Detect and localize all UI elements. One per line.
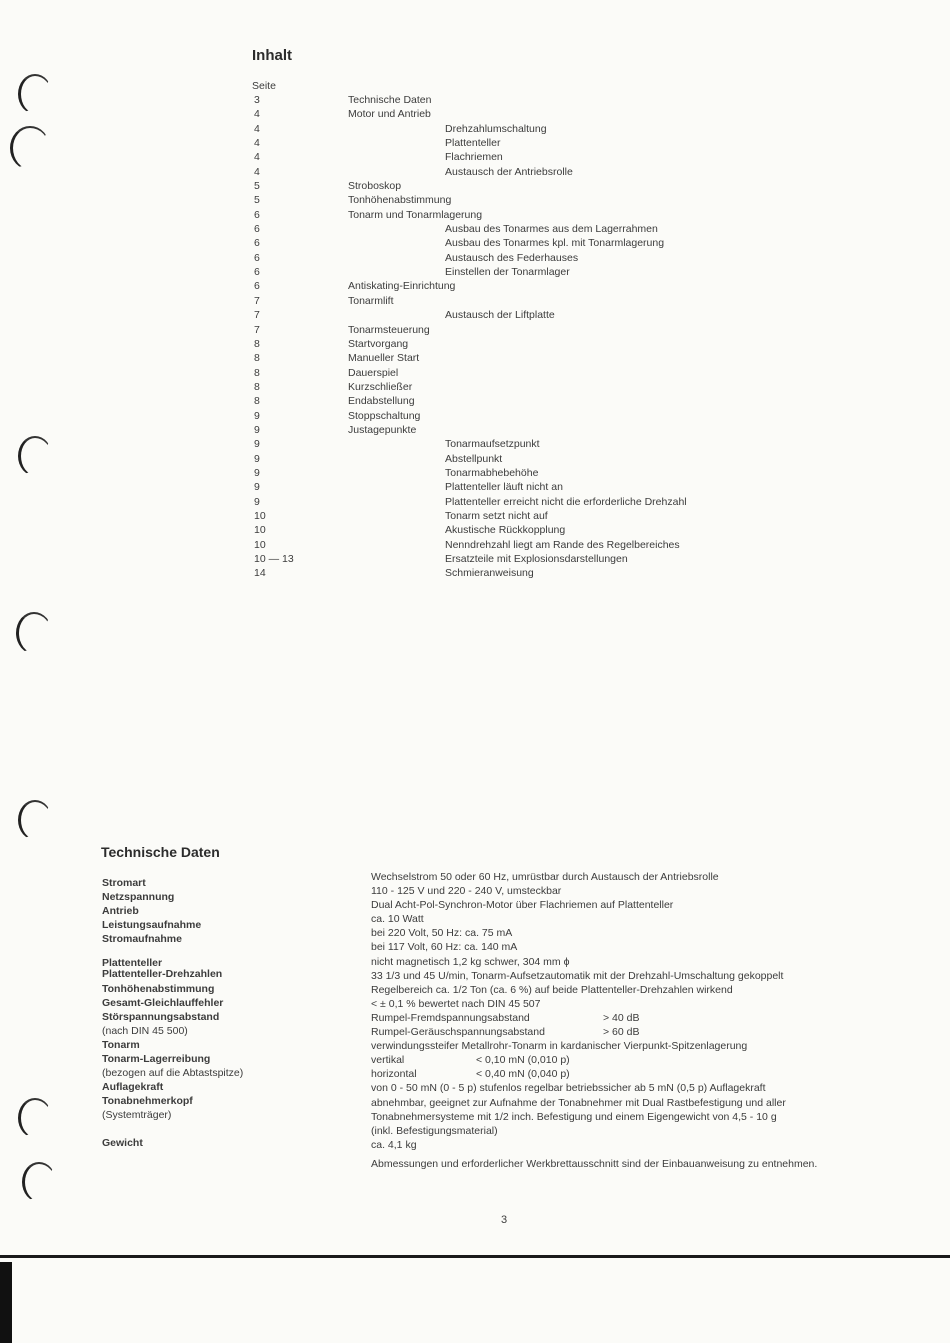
toc-page-number: 5 (254, 180, 260, 193)
toc-page-number: 10 (254, 524, 266, 537)
spec-note: Abmessungen und erforderlicher Werkbrettausschnitt sind der Einbauanweisung zu entnehmen. (371, 1157, 818, 1170)
toc-page-number: 9 (254, 423, 260, 436)
toc-row (0, 437, 950, 451)
toc-page-number: 6 (254, 266, 260, 279)
toc-page-number: 8 (254, 352, 260, 365)
bottom-rule (0, 1255, 950, 1258)
toc-page-number: 9 (254, 452, 260, 465)
spec-values (371, 870, 931, 1171)
toc-entry-text: Drehzahlumschaltung (445, 122, 547, 135)
toc-row (0, 495, 950, 509)
spec-value-row (371, 926, 931, 940)
page-number: 3 (501, 1214, 508, 1226)
toc-entry-text: Justagepunkte (348, 423, 417, 436)
toc-row (0, 423, 950, 437)
spec-label: Auflagekraft (102, 1081, 164, 1094)
toc-row (0, 466, 950, 480)
spec-label: (nach DIN 45 500) (102, 1024, 188, 1037)
toc-row (0, 179, 950, 193)
toc-entry-text: Tonarmsteuerung (348, 323, 430, 336)
toc-entry-text: Stroboskop (348, 180, 402, 193)
toc-entry-text: Dauerspiel (348, 366, 399, 379)
spec-value-row (371, 870, 931, 884)
toc-entry-text: Einstellen der Tonarmlager (445, 266, 570, 279)
toc-page-number: 4 (254, 165, 260, 178)
spec-label: Gesamt-Gleichlauffehler (102, 996, 224, 1009)
spec-value-row (371, 1067, 931, 1081)
toc-entry-text: Abstellpunkt (445, 452, 503, 465)
punch-hole-mark (22, 1162, 56, 1202)
toc-entry-text: Ersatzteile mit Explosionsdarstellungen (445, 553, 628, 565)
toc-entry-text: Technische Daten (348, 94, 432, 106)
toc-page-column-label: Seite (252, 80, 276, 92)
toc-row (0, 251, 950, 265)
toc-page-number: 9 (254, 438, 260, 451)
toc-entry-text: Austausch des Federhauses (445, 251, 579, 264)
toc-page-number: 14 (254, 567, 266, 580)
toc-row (0, 509, 950, 523)
toc-row (0, 380, 950, 394)
spec-value: von 0 - 50 mN (0 - 5 p) stufenlos regelbar betriebssicher ab 5 mN (0,5 p) Auflagekraft (371, 1082, 766, 1095)
spec-value-row (371, 940, 931, 954)
spec-value-row (371, 969, 931, 983)
toc-row (0, 409, 950, 423)
toc-entry-text: Tonarmlift (348, 294, 394, 307)
spec-value: 110 - 125 V und 220 - 240 V, umsteckbar (371, 885, 562, 898)
toc-entry-text: Plattenteller erreicht nicht die erforderliche Drehzahl (445, 495, 687, 508)
toc-row (0, 265, 950, 279)
toc-page-number: 8 (254, 337, 260, 350)
toc-row (0, 208, 950, 222)
spec-value: bei 117 Volt, 60 Hz: ca. 140 mA (371, 941, 518, 954)
toc-page-number: 6 (254, 223, 260, 236)
spec-value: vertikal (371, 1054, 405, 1067)
toc-entry-text: Startvorgang (348, 337, 409, 350)
spec-value-row (371, 1025, 931, 1039)
toc-row (0, 279, 950, 293)
toc-page-number: 9 (254, 466, 260, 479)
spec-labels (102, 876, 362, 1148)
spec-label: Plattenteller (102, 957, 163, 970)
spec-label: Gewicht (102, 1136, 143, 1149)
toc-row (0, 323, 950, 337)
punch-hole-mark (18, 800, 52, 840)
spec-value: horizontal (371, 1068, 417, 1081)
spec-label: Antrieb (102, 905, 139, 918)
spec-value-row (371, 1081, 931, 1095)
toc-entry-text: Flachriemen (445, 151, 503, 164)
spec-title: Technische Daten (101, 844, 220, 860)
spec-value-row (371, 1124, 931, 1138)
toc-page-number: 6 (254, 237, 260, 250)
spec-value: nicht magnetisch 1,2 kg schwer, 304 mm ϕ (371, 955, 570, 968)
toc-page-number: 4 (254, 151, 260, 164)
spec-label: Störspannungsabstand (102, 1010, 220, 1023)
spec-value: < 0,40 mN (0,040 p) (476, 1068, 570, 1081)
toc-page-number: 4 (254, 122, 260, 135)
toc-row (0, 165, 950, 179)
toc-entry-text: Antiskating-Einrichtung (348, 280, 456, 293)
spec-value: Rumpel-Fremdspannungsabstand (371, 1011, 530, 1024)
toc-row (0, 308, 950, 322)
toc-page-number: 9 (254, 495, 260, 508)
spec-value: > 60 dB (603, 1026, 640, 1039)
toc-entry-text: Akustische Rückkopplung (445, 524, 566, 537)
toc-page-number: 3 (254, 94, 260, 106)
toc-row (0, 523, 950, 537)
toc-row (0, 552, 950, 566)
spec-value-row (371, 898, 931, 912)
toc-entry-text: Stoppschaltung (348, 409, 421, 422)
toc-page-number: 10 (254, 509, 266, 522)
spec-label: Stromaufnahme (102, 933, 182, 946)
toc-row (0, 122, 950, 136)
toc-row (0, 452, 950, 466)
spec-value-row (371, 884, 931, 898)
toc-page-number: 9 (254, 481, 260, 494)
toc-entry-text: Motor und Antrieb (348, 108, 431, 121)
spec-value: bei 220 Volt, 50 Hz: ca. 75 mA (371, 927, 513, 940)
toc-entry-text: Plattenteller (445, 137, 501, 150)
toc-row (0, 107, 950, 121)
toc-entry-text: Nenndrehzahl liegt am Rande des Regelbereiches (445, 538, 680, 551)
scan-edge-band (0, 1262, 12, 1343)
spec-value: Tonabnehmersysteme mit 1/2 inch. Befestigung und einem Eigengewicht von 4,5 - 10 g (371, 1110, 777, 1123)
punch-hole-mark (16, 612, 52, 654)
spec-value-row (371, 912, 931, 926)
toc-page-number: 8 (254, 380, 260, 393)
spec-value-row (371, 1096, 931, 1110)
toc-entry-text: Endabstellung (348, 395, 415, 408)
toc-page-number: 10 — 13 (254, 553, 294, 565)
spec-value: Regelbereich ca. 1/2 Ton (ca. 6 %) auf beide Plattenteller-Drehzahlen wirkend (371, 983, 733, 996)
toc-page-number: 4 (254, 137, 260, 150)
spec-value: (inkl. Befestigungsmaterial) (371, 1124, 498, 1137)
toc-page-number: 8 (254, 366, 260, 379)
toc-page-number: 9 (254, 409, 260, 422)
toc-entry-text: Tonarm setzt nicht auf (445, 509, 548, 522)
spec-label: (bezogen auf die Abtastspitze) (102, 1067, 244, 1080)
spec-value-row (371, 1039, 931, 1053)
toc-page-number: 5 (254, 194, 260, 207)
toc-page-number: 7 (254, 294, 260, 307)
toc-row (0, 93, 950, 107)
toc-entry-text: Austausch der Liftplatte (445, 309, 555, 322)
toc-row (0, 337, 950, 351)
toc-page-number: 7 (254, 309, 260, 322)
toc-page-number: 8 (254, 395, 260, 408)
toc-row (0, 366, 950, 380)
spec-value: 33 1/3 und 45 U/min, Tonarm-Aufsetzautomatik mit der Drehzahl-Umschaltung gekoppelt (371, 969, 784, 982)
spec-label: Leistungsaufnahme (102, 919, 202, 932)
toc-entry-text: Kurzschließer (348, 380, 413, 393)
spec-label: (Systemträger) (102, 1109, 172, 1122)
toc-page-number: 10 (254, 538, 266, 551)
toc-row (0, 566, 950, 580)
toc-entry-text: Ausbau des Tonarmes kpl. mit Tonarmlagerung (445, 237, 665, 250)
toc-page-number: 4 (254, 108, 260, 121)
spec-value: Dual Acht-Pol-Synchron-Motor über Flachriemen auf Plattenteller (371, 899, 674, 912)
toc-row (0, 294, 950, 308)
spec-value-row (371, 997, 931, 1011)
spec-value-row (371, 983, 931, 997)
spec-value: verwindungssteifer Metallrohr-Tonarm in kardanischer Vierpunkt-Spitzenlagerung (371, 1040, 748, 1053)
spec-value-row (371, 1011, 931, 1025)
toc-entry-text: Plattenteller läuft nicht an (445, 481, 563, 494)
toc-row (0, 480, 950, 494)
toc-entry-text: Ausbau des Tonarmes aus dem Lagerrahmen (445, 223, 658, 236)
toc-page-number: 6 (254, 251, 260, 264)
spec-label: Stromart (102, 877, 146, 889)
spec-label: Plattenteller-Drehzahlen (102, 968, 223, 981)
toc-title: Inhalt (252, 47, 292, 64)
spec-value: ca. 10 Watt (371, 913, 424, 926)
toc-row (0, 236, 950, 250)
toc-page-number: 7 (254, 323, 260, 336)
toc-list (0, 93, 950, 581)
spec-value: Wechselstrom 50 oder 60 Hz, umrüstbar durch Austausch der Antriebsrolle (371, 871, 719, 883)
toc-entry-text: Tonarm und Tonarmlagerung (348, 208, 483, 221)
toc-row (0, 222, 950, 236)
spec-value: Rumpel-Geräuschspannungsabstand (371, 1026, 545, 1039)
spec-value: < 0,10 mN (0,010 p) (476, 1054, 570, 1067)
toc-entry-text: Schmieranweisung (445, 567, 534, 580)
toc-row (0, 394, 950, 408)
toc-row (0, 136, 950, 150)
toc-row (0, 351, 950, 365)
spec-label: Netzspannung (102, 891, 175, 904)
toc-entry-text: Tonarmabhebehöhe (445, 466, 539, 479)
spec-value-row (371, 1053, 931, 1067)
toc-entry-text: Tonarmaufsetzpunkt (445, 438, 540, 451)
spec-label: Tonarm-Lagerreibung (102, 1053, 211, 1066)
spec-label: Tonhöhenabstimmung (102, 982, 215, 995)
spec-value-row (371, 1138, 931, 1152)
spec-value: < ± 0,1 % bewertet nach DIN 45 507 (371, 997, 541, 1010)
spec-label: Tonabnehmerkopf (102, 1095, 193, 1108)
toc-row (0, 538, 950, 552)
toc-row (0, 193, 950, 207)
spec-value-row (371, 1110, 931, 1124)
spec-value-row (371, 955, 931, 969)
toc-page-number: 6 (254, 280, 260, 293)
spec-label: Tonarm (102, 1038, 140, 1051)
spec-value: > 40 dB (603, 1011, 640, 1024)
toc-entry-text: Manueller Start (348, 352, 420, 365)
toc-entry-text: Austausch der Antriebsrolle (445, 165, 573, 178)
toc-entry-text: Tonhöhenabstimmung (348, 194, 452, 207)
toc-row (0, 150, 950, 164)
punch-hole-mark (18, 1098, 52, 1138)
spec-value: ca. 4,1 kg (371, 1138, 417, 1151)
toc-page-number: 6 (254, 208, 260, 221)
spec-value: abnehmbar, geeignet zur Aufnahme der Tonabnehmer mit Dual Rastbefestigung und aller (371, 1096, 786, 1109)
